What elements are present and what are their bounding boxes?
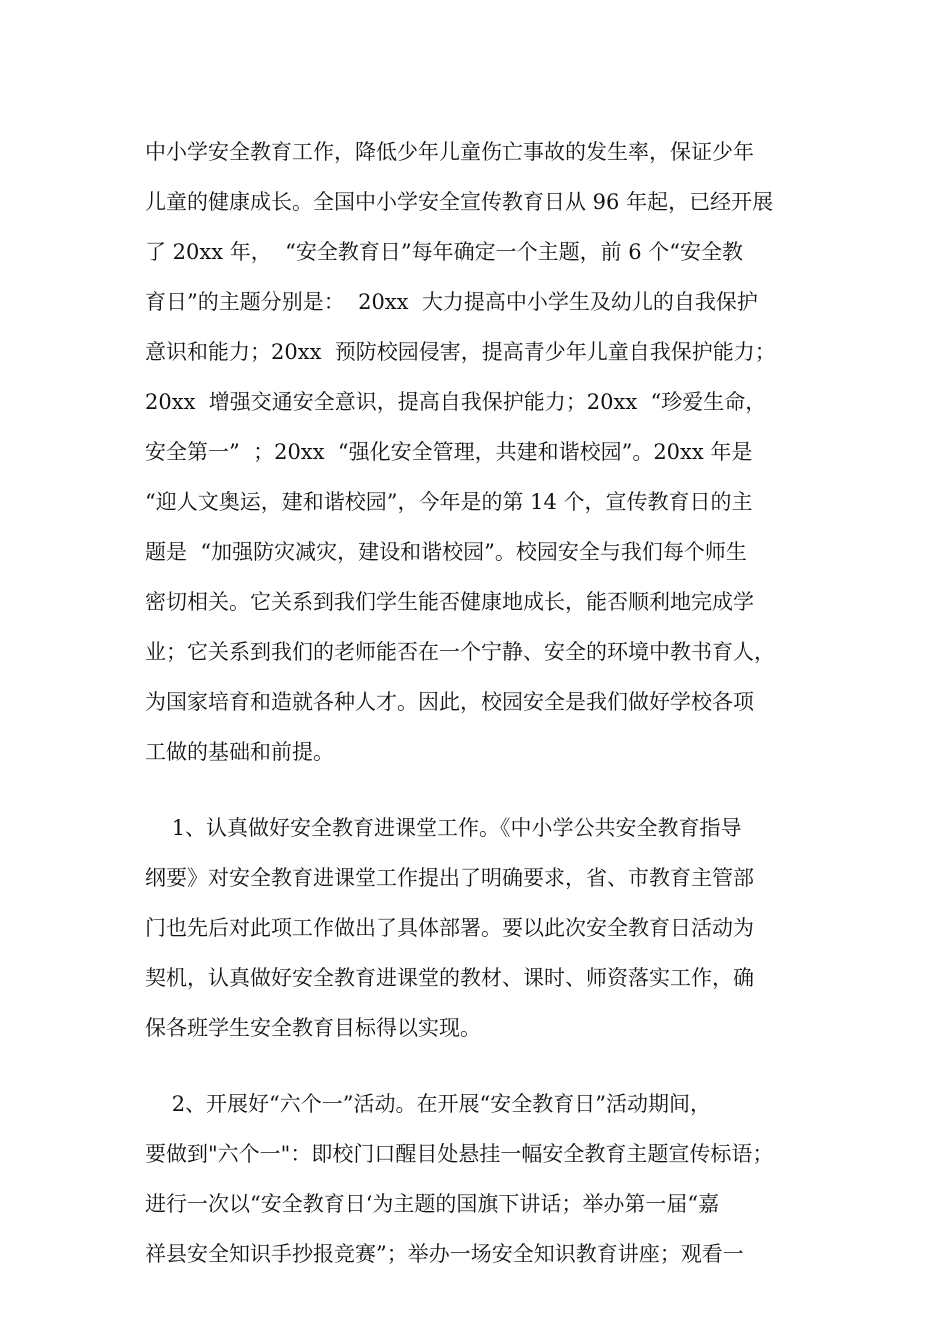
text-line: 门也先后对此项工作做出了具体部署。要以此次安全教育日活动为 xyxy=(145,916,754,940)
document-body xyxy=(145,127,810,1279)
text-line: 祥县安全知识手抄报竞赛”；举办一场安全知识教育讲座；观看一 xyxy=(145,1242,744,1266)
text-line: 中小学安全教育工作，降低少年儿童伤亡事故的发生率，保证少年 xyxy=(145,140,754,164)
text-line: 1、认真做好安全教育进课堂工作。《中小学公共安全教育指导 xyxy=(145,816,742,840)
text-line: 纲要》对安全教育进课堂工作提出了明确要求，省、市教育主管部 xyxy=(145,866,754,890)
text-line: 儿童的健康成长。全国中小学安全宣传教育日从 96 年起，已经开展 xyxy=(145,190,774,214)
text-line: 密切相关。它关系到我们学生能否健康地成长，能否顺利地完成学 xyxy=(145,590,754,614)
text-line: 业；它关系到我们的老师能否在一个宁静、安全的环境中教书育人， xyxy=(145,640,775,664)
text-line: 进行一次以“安全教育日‘为主题的国旗下讲话；举办第一届“嘉 xyxy=(145,1192,720,1216)
text-line: 题是 “加强防灾减灾，建设和谐校园”。校园安全与我们每个师生 xyxy=(145,540,747,564)
text-line: “迎人文奥运，建和谐校园”，今年是的第 14 个，宣传教育日的主 xyxy=(145,490,753,514)
text-line: 育日”的主题分别是： 20xx 大力提高中小学生及幼儿的自我保护 xyxy=(145,290,758,314)
text-line: 2、开展好“六个一”活动。在开展“安全教育日”活动期间， xyxy=(145,1092,712,1116)
text-line: 意识和能力；20xx 预防校园侵害，提高青少年儿童自我保护能力； xyxy=(145,340,776,364)
text-line: 安全第一” ；20xx “强化安全管理，共建和谐校园”。20xx 年是 xyxy=(145,440,753,464)
paragraph-item-1 xyxy=(145,803,810,1053)
text-line: 工做的基础和前提。 xyxy=(145,740,334,764)
text-line: 了 20xx 年， “安全教育日”每年确定一个主题，前 6 个“安全教 xyxy=(145,240,744,264)
paragraph-item-2 xyxy=(145,1079,810,1279)
paragraph-spacer xyxy=(145,777,810,803)
text-line: 为国家培育和造就各种人才。因此，校园安全是我们做好学校各项 xyxy=(145,690,754,714)
text-line: 20xx 增强交通安全意识，提高自我保护能力；20xx “珍爱生命， xyxy=(145,390,767,414)
text-line: 契机，认真做好安全教育进课堂的教材、课时、师资落实工作，确 xyxy=(145,966,754,990)
text-line: 保各班学生安全教育目标得以实现。 xyxy=(145,1016,481,1040)
paragraph-spacer xyxy=(145,1053,810,1079)
text-line: 要做到"六个一"：即校门口醒目处悬挂一幅安全教育主题宣传标语； xyxy=(145,1142,774,1166)
paragraph-intro xyxy=(145,127,810,777)
